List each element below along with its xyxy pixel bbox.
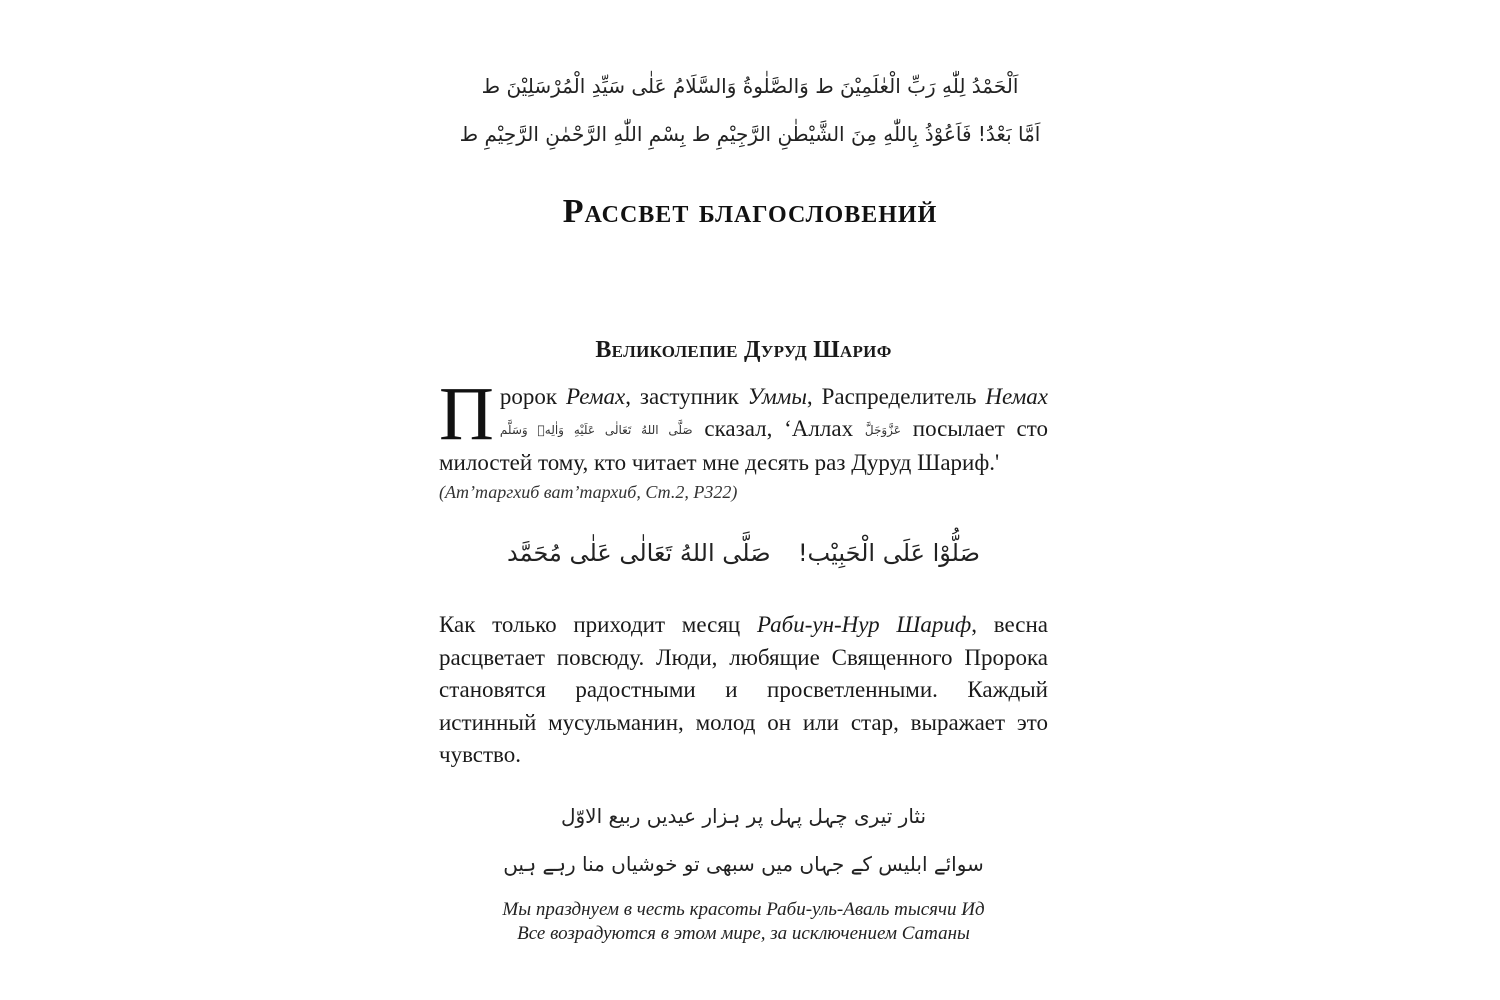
arabic-bismillah-line: اَمَّا بَعْدُ! فَاَعُوْذُ بِاللّٰهِ مِنَ الشَّيْطٰنِ الرَّجِيْمِ ط بِسْمِ اللّٰهِ الرَّحْمٰنِ الرَّحِيْمِ ط <box>459 122 1041 146</box>
translation-line-2: Все возрадуются в этом мире, за исключением Сатаны <box>517 922 970 944</box>
salawat-line <box>439 531 1048 575</box>
section-title: Великолепие Дуруд Шариф <box>595 337 892 363</box>
salawat-response: صَلَّى اللهُ تَعَالٰى عَلٰى مُحَمَّد <box>507 539 771 567</box>
drop-cap: П <box>439 371 494 456</box>
rabi-ul-awwal-paragraph: Как только приходит месяц Раби-ун-Нур Шариф, весна расцветает повсюду. Люди, любящие Священного Пророка становятся радостными и просветленными. Каждый истинный мусульманин, молод он или стар, выражает это чувство. <box>439 612 1048 767</box>
urdu-couplet <box>439 792 1048 888</box>
hadith-paragraph: Пророк Ремах, заступник Уммы, Распределитель Немах صَلَّى اللهُ تَعَالٰى عَلَيْهِ وَاٰلِهٖ وَسَلَّم сказал, ‘Аллах عَزَّوَجَلَّ посылает сто милостей тому, кто читает мне десять раз Дуруд Шариф.' <box>439 371 1048 475</box>
page-title: Рассвет благословений <box>562 193 938 230</box>
hadith-reference: (Ат’таргхиб ват’тархиб, Ст.2, Р322) <box>439 482 738 502</box>
allah-honorific: عَزَّوَجَلَّ <box>864 423 901 437</box>
urdu-couplet-line-2: سوائے ابلیس کے جہاں میں سبھی تو خوشیاں منا رہے ہیں <box>503 851 984 876</box>
arabic-opening-invocation <box>0 62 1500 158</box>
translation-line-1: Мы празднуем в честь красоты Раби-уль-Аваль тысячи Ид <box>502 898 985 920</box>
urdu-couplet-line-1: نثار تیری چہل پہل پر ہزار عیدیں ربیع الاوّل <box>560 803 927 828</box>
prophet-honorific: صَلَّى اللهُ تَعَالٰى عَلَيْهِ وَاٰلِهٖ وَسَلَّم <box>499 423 693 437</box>
arabic-praise-line: اَلْحَمْدُ لِلّٰهِ رَبِّ الْعٰلَمِيْنَ ط وَالصَّلٰوةُ وَالسَّلَامُ عَلٰى سَيِّدِ الْمُرْسَلِيْنَ ط <box>481 74 1019 98</box>
salawat-call: صَلُّوْا عَلَى الْحَبِيْب! <box>797 539 980 567</box>
main-content <box>439 334 1048 946</box>
couplet-translation <box>439 898 1048 946</box>
